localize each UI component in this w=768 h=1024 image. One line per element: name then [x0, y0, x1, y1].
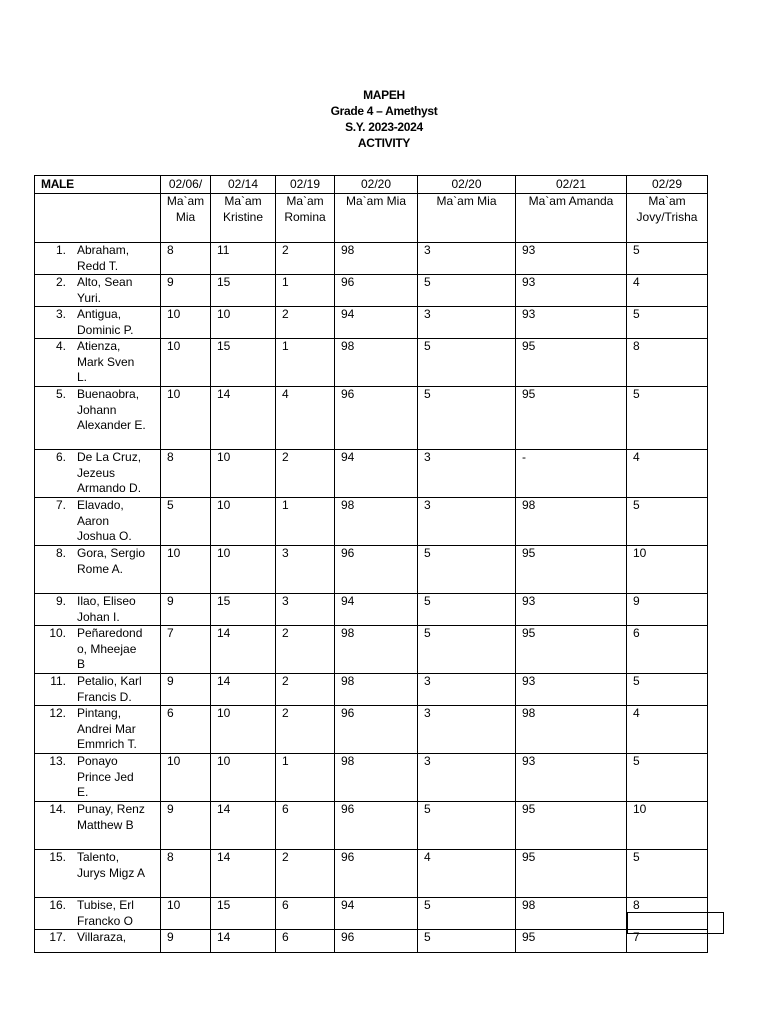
row-number: 14.	[49, 802, 66, 816]
row-number: 16.	[49, 898, 66, 912]
score-cell: 94	[335, 307, 418, 339]
score-cell: 4	[627, 450, 708, 498]
student-name-wrap	[35, 498, 160, 545]
student-name-wrap	[35, 706, 160, 753]
grade-section: Grade 4 – Amethyst	[330, 104, 438, 118]
student-name-wrap	[35, 930, 160, 946]
score-cell: 98	[335, 339, 418, 387]
score-cell: 5	[418, 802, 516, 850]
student-row	[35, 898, 708, 930]
student-cell	[35, 802, 161, 850]
row-number: 4.	[55, 339, 66, 353]
row-number: 15.	[49, 850, 66, 864]
row-number: 6.	[55, 450, 66, 464]
score-cell: 5	[627, 754, 708, 802]
score-cell: 15	[211, 275, 276, 307]
student-name-wrap	[35, 450, 160, 497]
score-cell: 5	[418, 339, 516, 387]
date-header: 02/19	[276, 176, 335, 194]
school-year: S.Y. 2023-2024	[345, 120, 423, 134]
score-cell: 93	[516, 307, 627, 339]
score-cell: 98	[516, 498, 627, 546]
score-cell: 98	[335, 498, 418, 546]
score-cell: 98	[335, 243, 418, 275]
student-cell	[35, 546, 161, 594]
student-row	[35, 498, 708, 546]
student-cell	[35, 498, 161, 546]
score-cell: 5	[627, 850, 708, 898]
score-cell: 5	[418, 898, 516, 930]
score-cell: 3	[276, 546, 335, 594]
student-row	[35, 706, 708, 754]
score-cell: 9	[161, 802, 211, 850]
score-cell: 5	[418, 626, 516, 674]
score-cell: 93	[516, 594, 627, 626]
student-name: Peñaredondo, Mheejae B	[77, 626, 143, 671]
score-cell: 9	[627, 594, 708, 626]
teacher-header: Ma`am Mia	[161, 194, 211, 243]
score-cell: 6	[276, 802, 335, 850]
date-header: 02/20	[418, 176, 516, 194]
row-number: 10.	[49, 626, 66, 640]
score-cell: 96	[335, 850, 418, 898]
score-cell: 3	[418, 450, 516, 498]
score-cell: 8	[161, 450, 211, 498]
student-row	[35, 387, 708, 450]
score-cell: 14	[211, 626, 276, 674]
score-cell: 6	[161, 706, 211, 754]
score-cell: 3	[418, 243, 516, 275]
score-cell: 98	[335, 674, 418, 706]
score-cell: 6	[276, 930, 335, 953]
student-cell	[35, 898, 161, 930]
score-cell: 6	[276, 898, 335, 930]
student-name: Buenaobra, Johann Alexander E.	[77, 387, 146, 432]
row-number: 11.	[50, 674, 66, 688]
row-number: 3.	[55, 307, 66, 321]
row-number: 1.	[55, 243, 66, 257]
score-cell: 5	[418, 594, 516, 626]
student-row	[35, 275, 708, 307]
student-cell	[35, 706, 161, 754]
score-cell: 10	[211, 706, 276, 754]
score-cell: 5	[627, 387, 708, 450]
score-cell: 5	[627, 307, 708, 339]
score-cell: 96	[335, 387, 418, 450]
score-cell: 93	[516, 243, 627, 275]
score-cell: 2	[276, 626, 335, 674]
student-name: Tubise, Erl Francko O	[77, 898, 134, 928]
score-cell: 3	[418, 706, 516, 754]
teacher-header: Ma`am Kristine	[211, 194, 276, 243]
student-cell	[35, 626, 161, 674]
score-cell: 93	[516, 275, 627, 307]
score-cell: 10	[161, 754, 211, 802]
score-cell: 2	[276, 706, 335, 754]
score-cell: 94	[335, 594, 418, 626]
score-cell: 10	[161, 546, 211, 594]
score-cell: 5	[627, 498, 708, 546]
score-cell: 5	[418, 387, 516, 450]
student-name: Gora, Sergio Rome A.	[77, 546, 146, 576]
teacher-header: Ma`am Mia	[418, 194, 516, 243]
student-cell	[35, 339, 161, 387]
score-cell: 95	[516, 626, 627, 674]
student-name: Abraham, Redd T.	[77, 243, 130, 273]
student-cell	[35, 387, 161, 450]
row-number: 2.	[55, 275, 66, 289]
score-cell: 15	[211, 898, 276, 930]
score-cell: 1	[276, 339, 335, 387]
student-name: Antigua, Dominic P.	[77, 307, 134, 337]
teacher-header: Ma`am Romina	[276, 194, 335, 243]
score-cell: 10	[211, 498, 276, 546]
score-cell: 96	[335, 930, 418, 953]
score-cell: 5	[418, 275, 516, 307]
student-name: Ilao, Eliseo Johan I.	[77, 594, 136, 624]
student-row	[35, 243, 708, 275]
student-name: Atienza, Mark Sven L.	[77, 339, 135, 384]
student-row	[35, 546, 708, 594]
score-cell: 9	[161, 674, 211, 706]
score-cell: 10	[627, 546, 708, 594]
score-cell: 10	[211, 754, 276, 802]
score-cell: 1	[276, 754, 335, 802]
subject-title: MAPEH	[363, 88, 405, 102]
score-cell: 14	[211, 850, 276, 898]
score-cell: 10	[161, 387, 211, 450]
activity-label: ACTIVITY	[357, 136, 411, 150]
score-cell: 10	[211, 307, 276, 339]
student-cell	[35, 243, 161, 275]
score-cell: 9	[161, 930, 211, 953]
score-cell: 96	[335, 802, 418, 850]
student-name-wrap	[35, 626, 160, 673]
student-cell	[35, 307, 161, 339]
student-name: Punay, Renz Matthew B	[77, 802, 145, 832]
student-row	[35, 626, 708, 674]
grades-table	[34, 175, 708, 953]
row-number: 5.	[55, 387, 66, 401]
score-cell: 15	[211, 594, 276, 626]
score-cell: 2	[276, 674, 335, 706]
score-cell: 6	[627, 626, 708, 674]
date-header: 02/21	[516, 176, 627, 194]
teacher-header: Ma`am Amanda	[516, 194, 627, 243]
student-row	[35, 307, 708, 339]
student-name: Elavado, Aaron Joshua O.	[77, 498, 132, 543]
student-row	[35, 674, 708, 706]
score-cell: 96	[335, 546, 418, 594]
score-cell: 5	[161, 498, 211, 546]
student-cell	[35, 754, 161, 802]
student-name-wrap	[35, 546, 160, 577]
student-name: Alto, Sean Yuri.	[77, 275, 133, 305]
score-cell: 96	[335, 706, 418, 754]
student-name: Villaraza,	[77, 930, 127, 944]
student-cell	[35, 674, 161, 706]
student-name-wrap	[35, 275, 160, 306]
score-cell: 95	[516, 930, 627, 953]
student-name: Petalio, Karl Francis D.	[77, 674, 142, 704]
score-cell: 10	[161, 898, 211, 930]
teacher-header: Ma`am Jovy/Trisha	[627, 194, 708, 243]
score-cell: 8	[627, 339, 708, 387]
student-cell	[35, 275, 161, 307]
teacher-header-row	[35, 194, 708, 243]
student-row	[35, 594, 708, 626]
score-cell: 5	[418, 930, 516, 953]
student-row	[35, 802, 708, 850]
student-row	[35, 850, 708, 898]
score-cell: 3	[276, 594, 335, 626]
row-number: 12.	[49, 706, 66, 720]
score-cell: 1	[276, 275, 335, 307]
date-header-row	[35, 176, 708, 194]
student-name-wrap	[35, 387, 160, 434]
score-cell: 3	[418, 498, 516, 546]
score-cell: 95	[516, 850, 627, 898]
score-cell: 95	[516, 387, 627, 450]
row-number: 13.	[49, 754, 66, 768]
score-cell: 1	[276, 498, 335, 546]
student-name-wrap	[35, 307, 160, 338]
student-name-wrap	[35, 754, 160, 801]
student-name-wrap	[35, 850, 160, 881]
score-cell: 95	[516, 339, 627, 387]
score-cell: 2	[276, 850, 335, 898]
score-cell: 10	[211, 450, 276, 498]
score-cell: 96	[335, 275, 418, 307]
score-cell: 8	[161, 243, 211, 275]
score-cell: 4	[627, 706, 708, 754]
student-name-wrap	[35, 243, 160, 274]
group-label: MALE	[35, 176, 161, 194]
score-cell: 10	[161, 307, 211, 339]
score-cell: 14	[211, 802, 276, 850]
student-name-wrap	[35, 594, 160, 625]
score-cell: 9	[161, 594, 211, 626]
score-cell: 15	[211, 339, 276, 387]
document-header	[0, 87, 768, 151]
score-cell: 4	[418, 850, 516, 898]
row-number: 7.	[55, 498, 66, 512]
date-header: 02/06/	[161, 176, 211, 194]
score-cell: 94	[335, 450, 418, 498]
score-cell: 98	[335, 626, 418, 674]
student-row	[35, 339, 708, 387]
student-name-wrap	[35, 339, 160, 386]
row-number: 8.	[55, 546, 66, 560]
score-cell: 10	[211, 546, 276, 594]
student-cell	[35, 850, 161, 898]
score-cell: -	[516, 450, 627, 498]
score-cell: 3	[418, 754, 516, 802]
score-cell: 4	[627, 275, 708, 307]
student-name: Talento, Jurys Migz A	[77, 850, 146, 880]
score-cell: 3	[418, 307, 516, 339]
student-name-wrap	[35, 802, 160, 833]
date-header: 02/20	[335, 176, 418, 194]
row-number: 9.	[55, 594, 66, 608]
score-cell: 9	[161, 275, 211, 307]
score-cell: 2	[276, 307, 335, 339]
student-row	[35, 450, 708, 498]
score-cell: 3	[418, 674, 516, 706]
student-name: Ponayo Prince Jed E.	[77, 754, 134, 799]
score-cell: 2	[276, 243, 335, 275]
score-cell: 5	[627, 674, 708, 706]
student-name-wrap	[35, 898, 160, 929]
score-cell: 8	[161, 850, 211, 898]
score-cell: 93	[516, 674, 627, 706]
score-cell: 5	[627, 243, 708, 275]
score-cell: 8	[627, 898, 708, 930]
date-header: 02/14	[211, 176, 276, 194]
score-cell: 98	[516, 706, 627, 754]
score-cell: 14	[211, 674, 276, 706]
student-row	[35, 930, 708, 953]
empty-header-cell	[35, 194, 161, 243]
student-row	[35, 754, 708, 802]
score-cell: 14	[211, 387, 276, 450]
score-cell: 7	[161, 626, 211, 674]
score-cell: 14	[211, 930, 276, 953]
score-cell: 7	[627, 930, 708, 953]
score-cell: 10	[161, 339, 211, 387]
score-cell: 93	[516, 754, 627, 802]
score-cell: 98	[335, 754, 418, 802]
student-name: Pintang, Andrei Mar Emmrich T.	[77, 706, 137, 751]
score-cell: 2	[276, 450, 335, 498]
score-cell: 95	[516, 546, 627, 594]
score-cell: 4	[276, 387, 335, 450]
student-cell	[35, 930, 161, 953]
trailing-cell-border	[627, 912, 724, 934]
student-cell	[35, 450, 161, 498]
score-cell: 94	[335, 898, 418, 930]
date-header: 02/29	[627, 176, 708, 194]
student-name-wrap	[35, 674, 160, 705]
student-name: De La Cruz, Jezeus Armando D.	[77, 450, 142, 495]
teacher-header: Ma`am Mia	[335, 194, 418, 243]
score-cell: 5	[418, 546, 516, 594]
score-cell: 95	[516, 802, 627, 850]
score-cell: 10	[627, 802, 708, 850]
row-number: 17.	[49, 930, 66, 944]
score-cell: 11	[211, 243, 276, 275]
student-cell	[35, 594, 161, 626]
score-cell: 98	[516, 898, 627, 930]
